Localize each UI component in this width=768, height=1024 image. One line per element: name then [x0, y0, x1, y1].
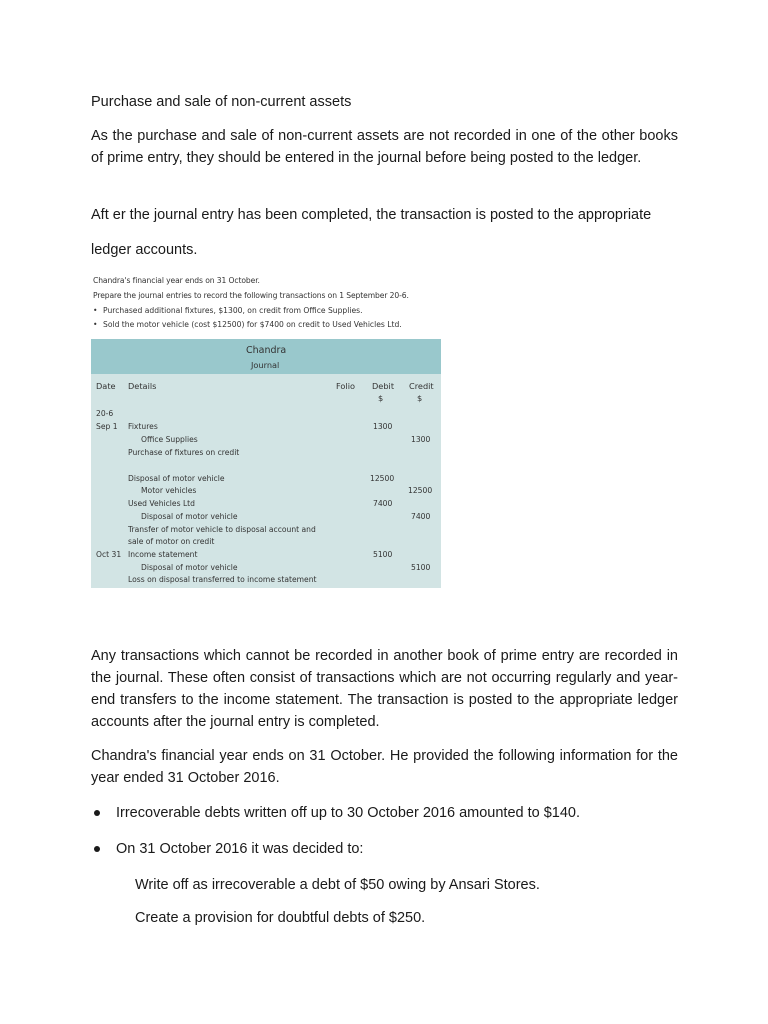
column-header-credit: Credit — [409, 381, 434, 391]
list-item-text: Irrecoverable debts written off up to 30 October 2016 amounted to $140. — [116, 805, 581, 821]
row-date: Oct 31 — [96, 550, 122, 559]
column-header-credit-unit: $ — [417, 393, 423, 403]
row-debit: 1300 — [373, 422, 393, 431]
column-header-date: Date — [96, 381, 116, 391]
row-credit: 7400 — [411, 512, 431, 521]
row-narrative: Loss on disposal transferred to income statement — [128, 575, 317, 584]
row-narrative: sale of motor on credit — [128, 537, 215, 546]
row-date: Sep 1 — [96, 422, 118, 431]
journal-figure — [91, 272, 441, 588]
row-details: Fixtures — [128, 422, 158, 431]
sub-item: Create a provision for doubtful debts of $250. — [135, 910, 426, 926]
row-credit: 1300 — [411, 435, 431, 444]
row-debit: 12500 — [370, 474, 395, 483]
row-debit: 5100 — [373, 550, 393, 559]
row-details: Motor vehicles — [141, 486, 197, 495]
journal-subtitle: Journal — [251, 360, 280, 370]
row-narrative: Transfer of motor vehicle to disposal account and — [128, 525, 316, 534]
row-details: Used Vehicles Ltd — [128, 499, 195, 508]
journal-table — [91, 339, 441, 588]
column-header-folio: Folio — [336, 381, 355, 391]
row-credit: 5100 — [411, 563, 431, 572]
figure-intro-line2: Prepare the journal entries to record the following transactions on 1 September 20-6. — [93, 291, 409, 300]
journal-name: Chandra — [246, 345, 287, 356]
row-credit: 12500 — [408, 486, 433, 495]
figure-bullet: • Sold the motor vehicle (cost $12500) for $7400 on credit to Used Vehicles Ltd. — [93, 320, 402, 329]
list-item — [116, 802, 580, 824]
section-heading: Purchase and sale of non-current assets — [91, 94, 352, 110]
paragraph-intro: As the purchase and sale of non-current assets are not recorded in one of the other books of prime entry, they should be entered in the journal before being posted to the ledger. — [91, 128, 678, 166]
figure-intro-line1: Chandra's financial year ends on 31 October. — [93, 276, 260, 285]
paragraph-posting-line1: Aft er the journal entry has been completed, the transaction is posted to the appropriate — [91, 207, 652, 223]
list-item-text: On 31 October 2016 it was decided to: — [116, 841, 364, 857]
column-header-debit-unit: $ — [378, 393, 384, 403]
row-details: Disposal of motor vehicle — [141, 512, 238, 521]
paragraph-journal-usage: Any transactions which cannot be recorded in another book of prime entry are recorded in the journal. These often consist of transactions which are not occurring regularly and year-end transfers to the income statement. The transaction is posted to the appropriate ledger accounts after the journal entry is completed. — [91, 648, 678, 730]
figure-bullet: • Purchased additional fixtures, $1300, on credit from Office Supplies. — [93, 306, 363, 315]
bullet-icon — [94, 810, 100, 816]
journal-year: 20-6 — [96, 409, 114, 418]
column-header-details: Details — [128, 381, 157, 391]
row-debit: 7400 — [373, 499, 393, 508]
row-narrative: Purchase of fixtures on credit — [128, 448, 240, 457]
paragraph-posting-line2: ledger accounts. — [91, 242, 198, 258]
row-details: Office Supplies — [141, 435, 198, 444]
sub-item: Write off as irrecoverable a debt of $50 owing by Ansari Stores. — [135, 877, 540, 893]
bullet-icon — [94, 846, 100, 852]
figure-bullet-text: Purchased additional fixtures, $1300, on credit from Office Supplies. — [103, 306, 363, 315]
column-header-debit: Debit — [372, 381, 395, 391]
row-details: Disposal of motor vehicle — [141, 563, 238, 572]
figure-bullet-text: Sold the motor vehicle (cost $12500) for $7400 on credit to Used Vehicles Ltd. — [103, 320, 402, 329]
list-item — [116, 838, 363, 860]
paragraph-chandra-info: Chandra's financial year ends on 31 October. He provided the following information for the year ended 31 October 2016. — [91, 748, 678, 786]
row-details: Income statement — [128, 550, 198, 559]
row-details: Disposal of motor vehicle — [128, 474, 225, 483]
